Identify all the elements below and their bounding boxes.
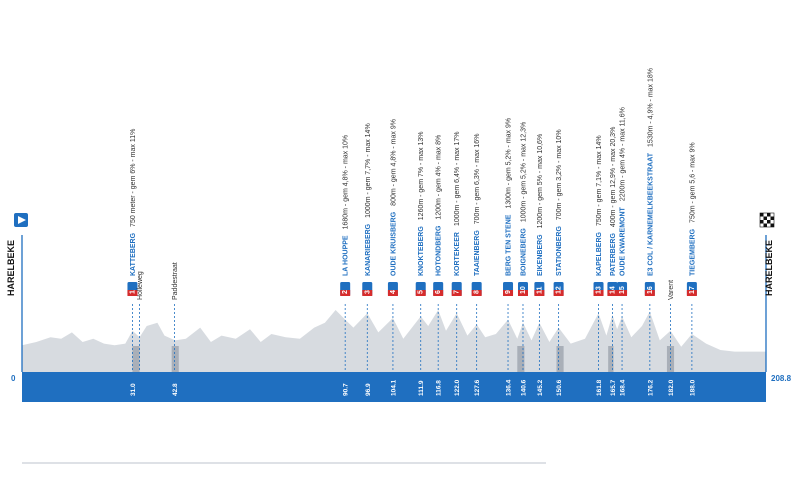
climb-km-label: 165.7 <box>609 379 617 396</box>
start-distance-label: 0 <box>11 374 16 383</box>
climb-label <box>520 122 527 276</box>
steep-section-shade <box>132 346 139 372</box>
climb-number: 13 <box>595 286 603 294</box>
climb-number: 16 <box>646 286 654 294</box>
climb-number: 6 <box>435 290 443 294</box>
checker-cell <box>760 220 764 224</box>
climb-info: 1530m - 4,9% - max 18% <box>647 67 655 147</box>
climb-name: KAPELBERG <box>596 232 604 276</box>
climb-km-label: 90.7 <box>342 383 350 396</box>
climb-km-label: 104.1 <box>390 379 398 396</box>
climb-name: KATTEBERG <box>129 232 137 276</box>
climb-number: 10 <box>519 286 527 294</box>
climb-info: 1200m - gem 5% - max 10,6% <box>536 133 544 229</box>
climb-info: 1680m - gem 4,8% - max 10% <box>342 134 350 230</box>
climb-label <box>506 118 513 276</box>
climb-number: 17 <box>688 286 696 294</box>
climb-name: KANARIEBERG <box>364 223 372 276</box>
climb-label <box>647 68 654 276</box>
checker-cell <box>771 217 775 221</box>
checker-cell <box>771 213 775 217</box>
start-city-label: HARELBEKE <box>6 239 16 296</box>
climb-label <box>365 123 372 276</box>
climb-km-label: 168.4 <box>619 379 627 396</box>
checker-cell <box>764 224 768 228</box>
checker-cell <box>767 217 771 221</box>
steep-section-shade <box>556 346 563 372</box>
climb-name: OUDE KRUISBERG <box>390 211 398 276</box>
start-flag-icon <box>14 213 28 227</box>
climb-name: BERG TEN STENE <box>505 214 513 276</box>
climb-km-label: 111.9 <box>418 380 426 396</box>
climb-number: 3 <box>364 290 372 294</box>
climb-km-label: 127.6 <box>474 379 482 396</box>
climb-name: TAAIENBERG <box>474 230 482 276</box>
climb-name: KNOKTEBERG <box>418 226 426 276</box>
climb-name: OUDE KWAREMONT <box>619 207 627 276</box>
climb-label <box>689 142 696 276</box>
climb-km-label: 31.0 <box>129 383 137 396</box>
climb-number: 15 <box>619 286 627 294</box>
climb-label <box>390 119 397 276</box>
climb-info: 750 meter - gem 6% - max 11% <box>129 128 137 227</box>
climb-km-label: 122.0 <box>454 379 462 396</box>
climb-info: 750m - gem 7,1% - max 14% <box>596 135 604 227</box>
climb-info: 800m - gem 4,8% - max 9% <box>390 119 398 206</box>
climb-name: BOIGNEBERG <box>520 228 528 276</box>
climb-number: 12 <box>555 286 563 294</box>
sector-name: Varent <box>668 279 676 300</box>
climb-label <box>537 134 544 276</box>
sector-km-label: 182.0 <box>668 379 676 396</box>
climb-km-label: 116.8 <box>435 380 443 396</box>
checker-cell <box>760 213 764 217</box>
climb-label <box>620 107 627 276</box>
climb-name: LA HOUPPE <box>342 235 350 276</box>
finish-flag-icon <box>760 213 774 227</box>
total-distance-label: 208.8 <box>771 374 792 383</box>
climb-info: 1000m - gem 7,7% - max 14% <box>364 123 372 218</box>
climb-name: PATERBERG <box>609 233 617 276</box>
sector-name: Paddestraat <box>172 262 180 300</box>
checker-cell <box>767 220 771 224</box>
climb-info: 1000m - gem 6,4% - max 17% <box>454 131 462 227</box>
climb-label <box>436 135 443 276</box>
climb-number: 2 <box>342 290 350 294</box>
climb-km-label: 136.4 <box>505 379 513 396</box>
climb-info: 700m - gem 6,3% - max 16% <box>474 133 482 225</box>
climb-info: 2200m - gem 4% - max 11,6% <box>619 107 627 202</box>
climb-km-label: 176.2 <box>647 379 655 396</box>
climb-number: 1 <box>129 290 137 294</box>
climb-km-label: 96.9 <box>364 383 372 396</box>
climb-label <box>418 132 425 276</box>
steep-section-shade <box>172 346 179 372</box>
climb-label <box>130 129 137 276</box>
climb-km-label: 188.0 <box>689 379 697 396</box>
climb-number: 5 <box>417 290 425 294</box>
climb-name: KORTEKEER <box>454 232 462 276</box>
climb-km-label: 161.8 <box>596 379 604 396</box>
climb-number: 9 <box>505 290 513 294</box>
checker-cell <box>764 217 768 221</box>
climb-info: 400m - gem 12,9% - max 20,3% <box>609 126 617 228</box>
climb-name: EIKENBERG <box>536 234 544 276</box>
checker-cell <box>771 224 775 228</box>
climb-name: HOTONDBERG <box>435 225 443 276</box>
checker-cell <box>767 224 771 228</box>
checker-cell <box>767 213 771 217</box>
climb-label <box>556 129 563 276</box>
climb-name: TIEGEMBERG <box>689 228 697 276</box>
climb-info: 1200m - gem 4% - max 8% <box>435 134 443 220</box>
climb-info: 1260m - gem 7% - max 13% <box>418 131 426 221</box>
climb-info: 1000m - gem 5,2% - max 12,3% <box>520 121 528 223</box>
climb-label <box>596 135 603 276</box>
climb-info: 700m - gem 3,2% - max 10% <box>556 129 564 221</box>
climb-info: 1300m - gem 5,2% - max 9% <box>505 117 513 209</box>
finish-city-label: HARELBEKE <box>764 239 774 296</box>
climb-label <box>454 132 461 277</box>
climb-number: 7 <box>453 290 461 294</box>
climb-name: E3 COL / KARNEMELKBEEKSTRAAT <box>647 152 655 276</box>
climb-number: 4 <box>389 290 397 294</box>
checker-cell <box>760 224 764 228</box>
checker-cell <box>771 220 775 224</box>
sector-km-label: 42.8 <box>172 383 180 396</box>
climb-km-label: 145.2 <box>536 379 544 396</box>
climb-info: 750m - gem 5,6 - max 9% <box>689 142 697 223</box>
sector-name: Holleweg <box>137 271 145 300</box>
checker-cell <box>764 220 768 224</box>
climb-label <box>610 127 617 276</box>
climb-name: STATIONBERG <box>556 226 564 276</box>
climb-km-label: 140.6 <box>520 379 528 396</box>
climb-label <box>343 135 350 276</box>
climb-number: 8 <box>473 290 481 294</box>
climb-km-label: 150.6 <box>556 379 564 396</box>
climb-number: 14 <box>609 286 617 294</box>
climb-label <box>474 134 481 276</box>
checker-cell <box>760 217 764 221</box>
climb-number: 11 <box>536 286 544 294</box>
checker-cell <box>764 213 768 217</box>
